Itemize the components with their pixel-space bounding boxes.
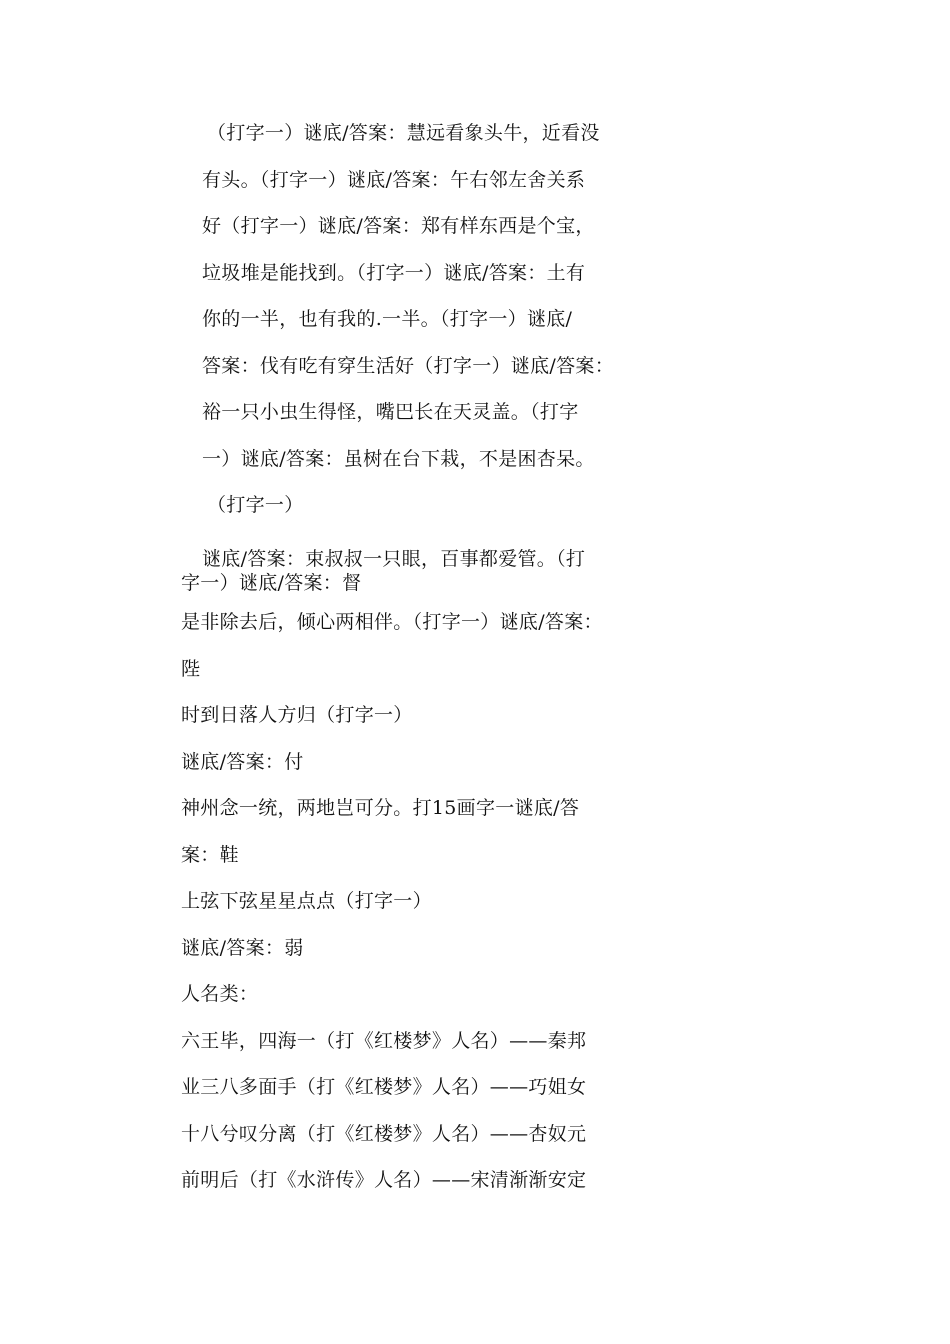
text-line: 时到日落人方归（打字一） bbox=[181, 704, 413, 726]
text-line: 谜底/答案：弱 bbox=[181, 937, 304, 959]
text-line: 六王毕，四海一（打《红楼梦》人名）——秦邦 bbox=[181, 1030, 587, 1052]
text-line: 陛 bbox=[181, 658, 201, 680]
text-line: （打字一）谜底/答案：慧远看象头牛，近看没 bbox=[207, 122, 600, 144]
text-line: 前明后（打《水浒传》人名）——宋清渐渐安定 bbox=[181, 1169, 587, 1191]
text-line: 好（打字一）谜底/答案：郑有样东西是个宝， bbox=[202, 215, 595, 237]
text-line: 一）谜底/答案：虽树在台下栽，不是困杏呆。 bbox=[202, 448, 595, 470]
text-line: 是非除去后，倾心两相伴。（打字一）谜底/答案： bbox=[181, 611, 603, 633]
text-line: 裕一只小虫生得怪，嘴巴长在天灵盖。（打字 bbox=[202, 401, 579, 423]
text-line: 垃圾堆是能找到。（打字一）谜底/答案：土有 bbox=[202, 262, 586, 284]
text-line: 十八兮叹分离（打《红楼梦》人名）——杏奴元 bbox=[181, 1123, 587, 1145]
text-line: 神州念一统，两地岂可分。打15画字一谜底/答 bbox=[181, 797, 580, 819]
text-line: 有头。（打字一）谜底/答案：午右邻左舍关系 bbox=[202, 169, 586, 191]
text-line: 字一）谜底/答案：督 bbox=[181, 572, 362, 594]
text-line: 上弦下弦星星点点（打字一） bbox=[181, 890, 432, 912]
text-line: 业三八多面手（打《红楼梦》人名）——巧姐女 bbox=[181, 1076, 587, 1098]
text-line: 案：鞋 bbox=[181, 844, 239, 866]
text-line: 你的一半，也有我的.一半。（打字一）谜底/ bbox=[202, 308, 573, 330]
text-line: 谜底/答案：束叔叔一只眼，百事都爱管。（打 bbox=[202, 548, 586, 570]
text-line: （打字一） bbox=[207, 494, 304, 516]
text-line: 答案：伐有吃有穿生活好（打字一）谜底/答案： bbox=[202, 355, 615, 377]
text-line: 人名类： bbox=[181, 983, 259, 1005]
text-line: 谜底/答案：付 bbox=[181, 751, 304, 773]
